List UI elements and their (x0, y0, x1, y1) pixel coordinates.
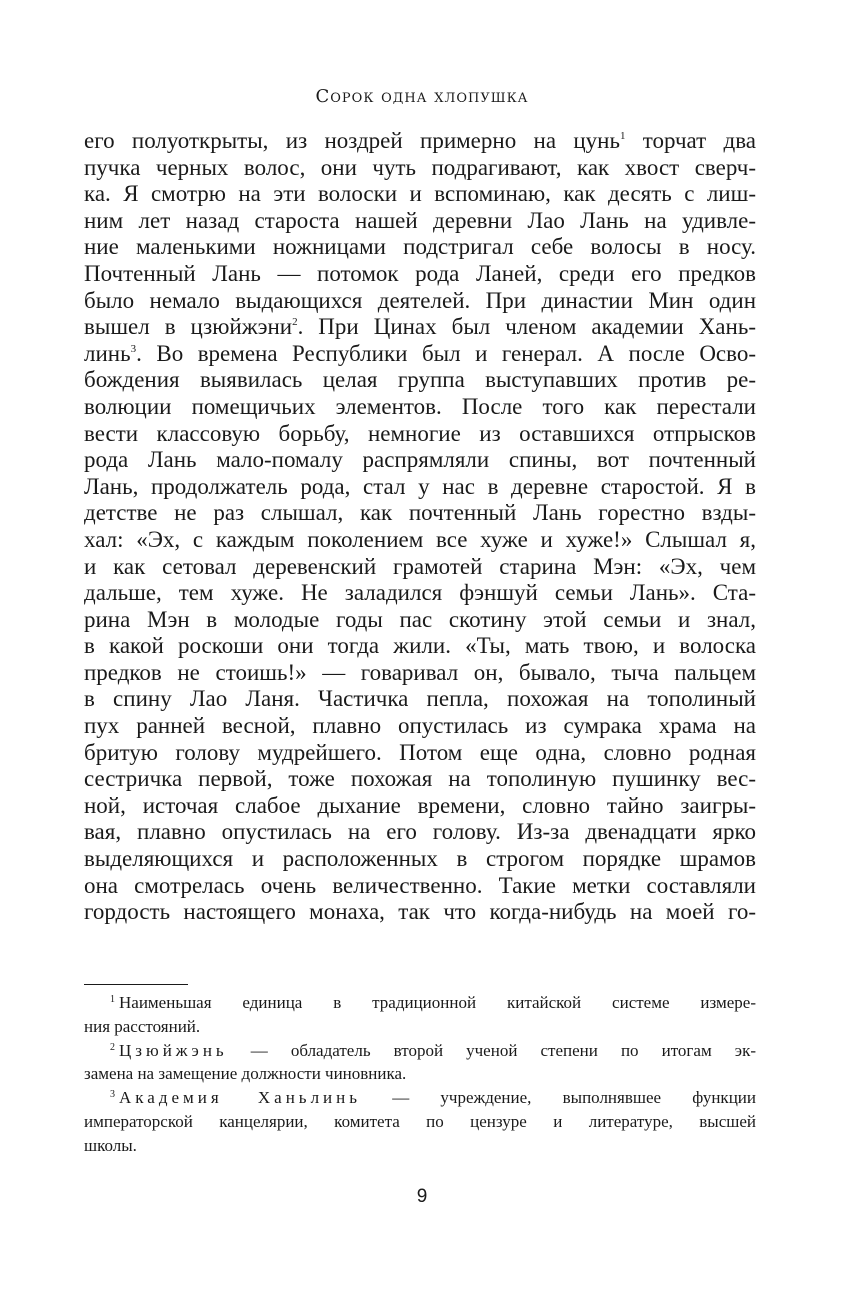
text-line: она смотрелась очень величественно. Такие метки составляли (84, 872, 756, 898)
text-line: пучка черных волос, они чуть подрагивают, как хвост сверч- (84, 154, 756, 180)
text-line: ной, источая слабое дыхание времени, словно тайно заигры- (84, 792, 756, 818)
footnote-number: 2 (110, 1041, 115, 1053)
footnotes (84, 991, 756, 1158)
text-line: предков не стоишь!» — говаривал он, бывало, тыча пальцем (84, 659, 756, 685)
text-line: хал: «Эх, с каждым поколением все хуже и хуже!» Слышал я, (84, 526, 756, 552)
footnote-number: 1 (110, 994, 115, 1005)
footnote-2 (84, 1039, 756, 1087)
footnote-1 (84, 991, 756, 1039)
text-line: линь$^3$. Во времена Республики был и генерал. А после Осво- (84, 340, 756, 366)
text-line: бритую голову мудрейшего. Потом еще одна, словно родная (84, 739, 756, 765)
text-line: вышел в цзюйжэни$^2$. При Цинах был членом академии Хань- (84, 314, 756, 340)
footnote-number: 3 (110, 1089, 115, 1101)
text-line: было немало выдающихся деятелей. При династии Мин один (84, 287, 756, 313)
text-line: детстве не раз слышал, как почтенный Лань горестно взды- (84, 500, 756, 526)
footnote-term: Цзюйжэнь (119, 1040, 228, 1060)
text-line: рода Лань мало-помалу распрямляли спины, вот почтенный (84, 447, 756, 473)
text-line: его полуоткрыты, из ноздрей примерно на цунь$^1$ торчат два (84, 128, 757, 153)
text-line: выделяющихся и расположенных в строгом порядке шрамов (84, 846, 756, 872)
footnote-term: Академия Ханьлинь (119, 1088, 361, 1108)
footnote-ref[interactable]: 2 (292, 316, 298, 329)
footnote-ref[interactable]: 1 (619, 130, 626, 142)
text-line: в какой роскоши они тогда жили. «Ты, мать твою, и волоска (84, 633, 756, 659)
text-line: Лань, продолжатель рода, стал у нас в деревне старостой. Я в (84, 473, 756, 499)
text-line: вая, плавно опустилась на его голову. Из-за двенадцати ярко (84, 819, 756, 845)
footnote-line: $^3$ Академия Ханьлинь — учреждение, выполнявшее функции (110, 1088, 756, 1108)
text-line: ка. Я смотрю на эти волоски и вспоминаю, как десять с лиш- (84, 181, 756, 207)
main-text (84, 128, 756, 926)
text-line: Почтенный Лань — потомок рода Ланей, среди его предков (84, 260, 756, 286)
footnote-line: императорской канцелярии, комитета по цензуре и литературе, высшей (84, 1111, 756, 1131)
text-line: ние маленькими ножницами подстригал себе волосы в носу. (84, 234, 756, 260)
footnote-line: ния расстояний. (84, 1016, 201, 1036)
text-line: вести классовую борьбу, немногие из оставшихся отпрысков (84, 420, 756, 446)
footnote-line: $^1$ Наименьшая единица в традиционной китайской системе измере- (110, 993, 756, 1012)
footnote-3 (84, 1086, 756, 1157)
footnote-line: школы. (84, 1135, 137, 1155)
text-line: и как сетовал деревенский грамотей старина Мэн: «Эх, чем (84, 553, 756, 579)
footnote-ref[interactable]: 3 (130, 342, 137, 355)
text-line: сестричка первой, тоже похожая на тополиную пушинку вес- (84, 766, 756, 792)
footnote-line: замена на замещение должности чиновника. (84, 1064, 407, 1084)
text-line: ним лет назад староста нашей деревни Лао Лань на удивле- (84, 207, 756, 233)
text-line: рина Мэн в молодые годы пас скотину этой семьи и знал, (84, 606, 756, 632)
text-line: дальше, тем хуже. Не заладился фэншуй семьи Лань». Ста- (84, 580, 756, 606)
footnote-divider (84, 984, 188, 985)
text-line: бождения выявилась целая группа выступавших против ре- (84, 367, 756, 393)
text-line: гордость настоящего монаха, так что когда-нибудь на моей го- (84, 899, 756, 925)
text-line: в спину Лао Ланя. Частичка пепла, похожая на тополиный (84, 686, 756, 712)
page-number: 9 (416, 1186, 428, 1207)
text-line: волюции помещичьих элементов. После того как перестали (84, 393, 756, 419)
text-line: пух ранней весной, плавно опустилась из сумрака храма на (84, 713, 756, 739)
footnote-line: $^2$ Цзюйжэнь — обладатель второй ученой степени по итогам эк- (110, 1040, 756, 1060)
running-head: Сорок одна хлопушка (315, 86, 529, 107)
